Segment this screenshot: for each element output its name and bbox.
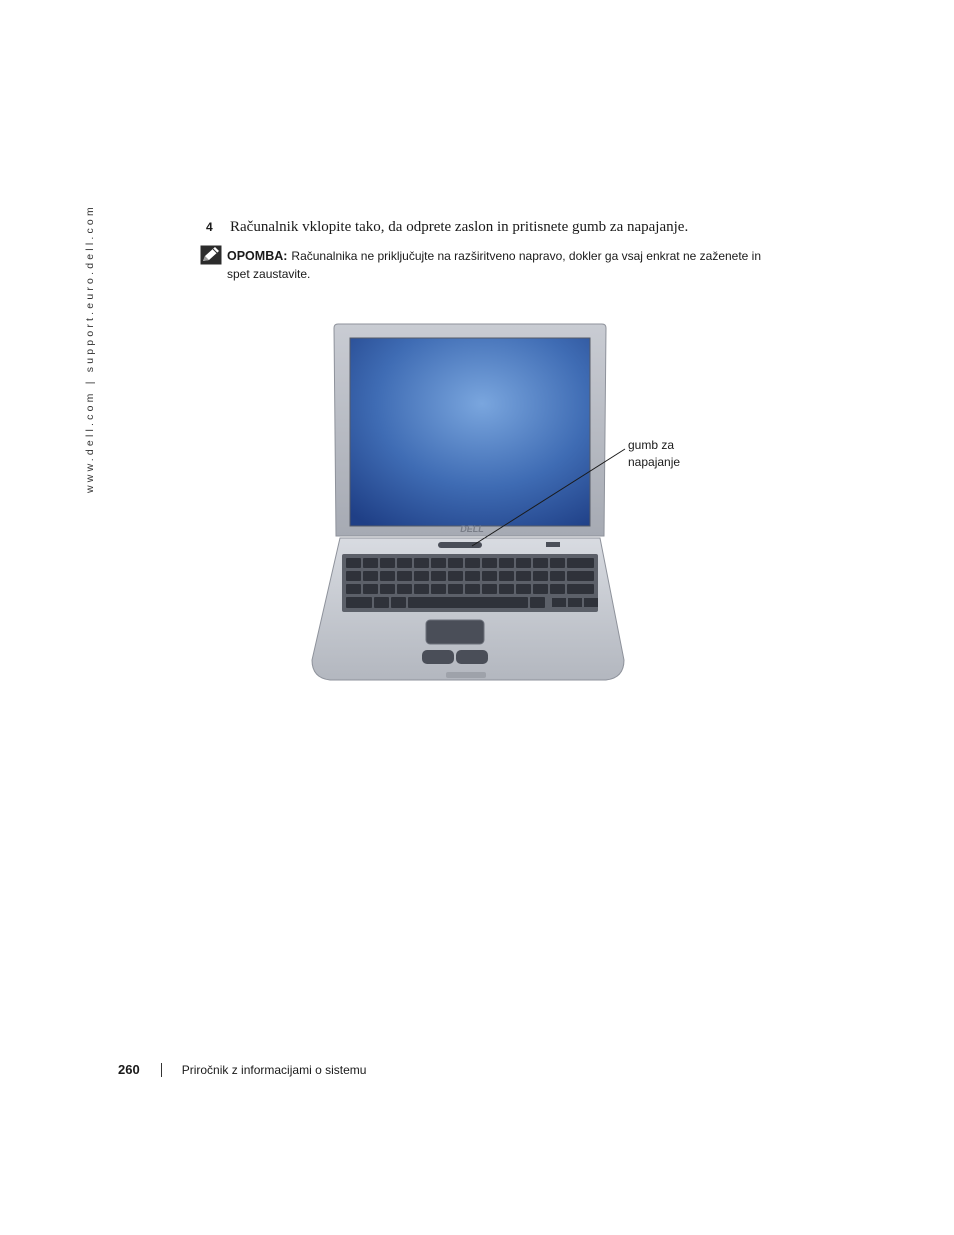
page-footer: [118, 1062, 366, 1077]
laptop-illustration: [300, 310, 700, 690]
footer-separator: [161, 1063, 162, 1077]
power-button: [438, 542, 482, 548]
note: [227, 247, 787, 283]
page-number: 260: [118, 1062, 140, 1077]
callout-line-1: gumb za: [628, 438, 675, 452]
note-label: OPOMBA:: [227, 249, 288, 263]
pencil-note-icon: [200, 245, 222, 265]
step-text: Računalnik vklopite tako, da odprete zaslon in pritisnete gumb za napajanje.: [230, 219, 689, 235]
touchpad-right-button: [456, 650, 488, 664]
power-button-callout: [628, 437, 718, 471]
step-4: [206, 219, 688, 236]
step-number: 4: [206, 220, 213, 234]
laptop-brand: DELL: [460, 524, 484, 534]
footer-title: Priročnik z informacijami o sistemu: [181, 1062, 367, 1077]
callout-line-2: napajanje: [628, 455, 681, 469]
laptop-screen: [350, 338, 590, 526]
touchpad: [426, 620, 484, 644]
sidebar-url: www.dell.com | support.euro.dell.com: [84, 204, 96, 493]
note-text: Računalnika ne priključujte na razširitveno napravo, dokler ga vsaj enkrat ne zaženete in spet zaustavite.: [227, 249, 762, 281]
touchpad-left-button: [422, 650, 454, 664]
